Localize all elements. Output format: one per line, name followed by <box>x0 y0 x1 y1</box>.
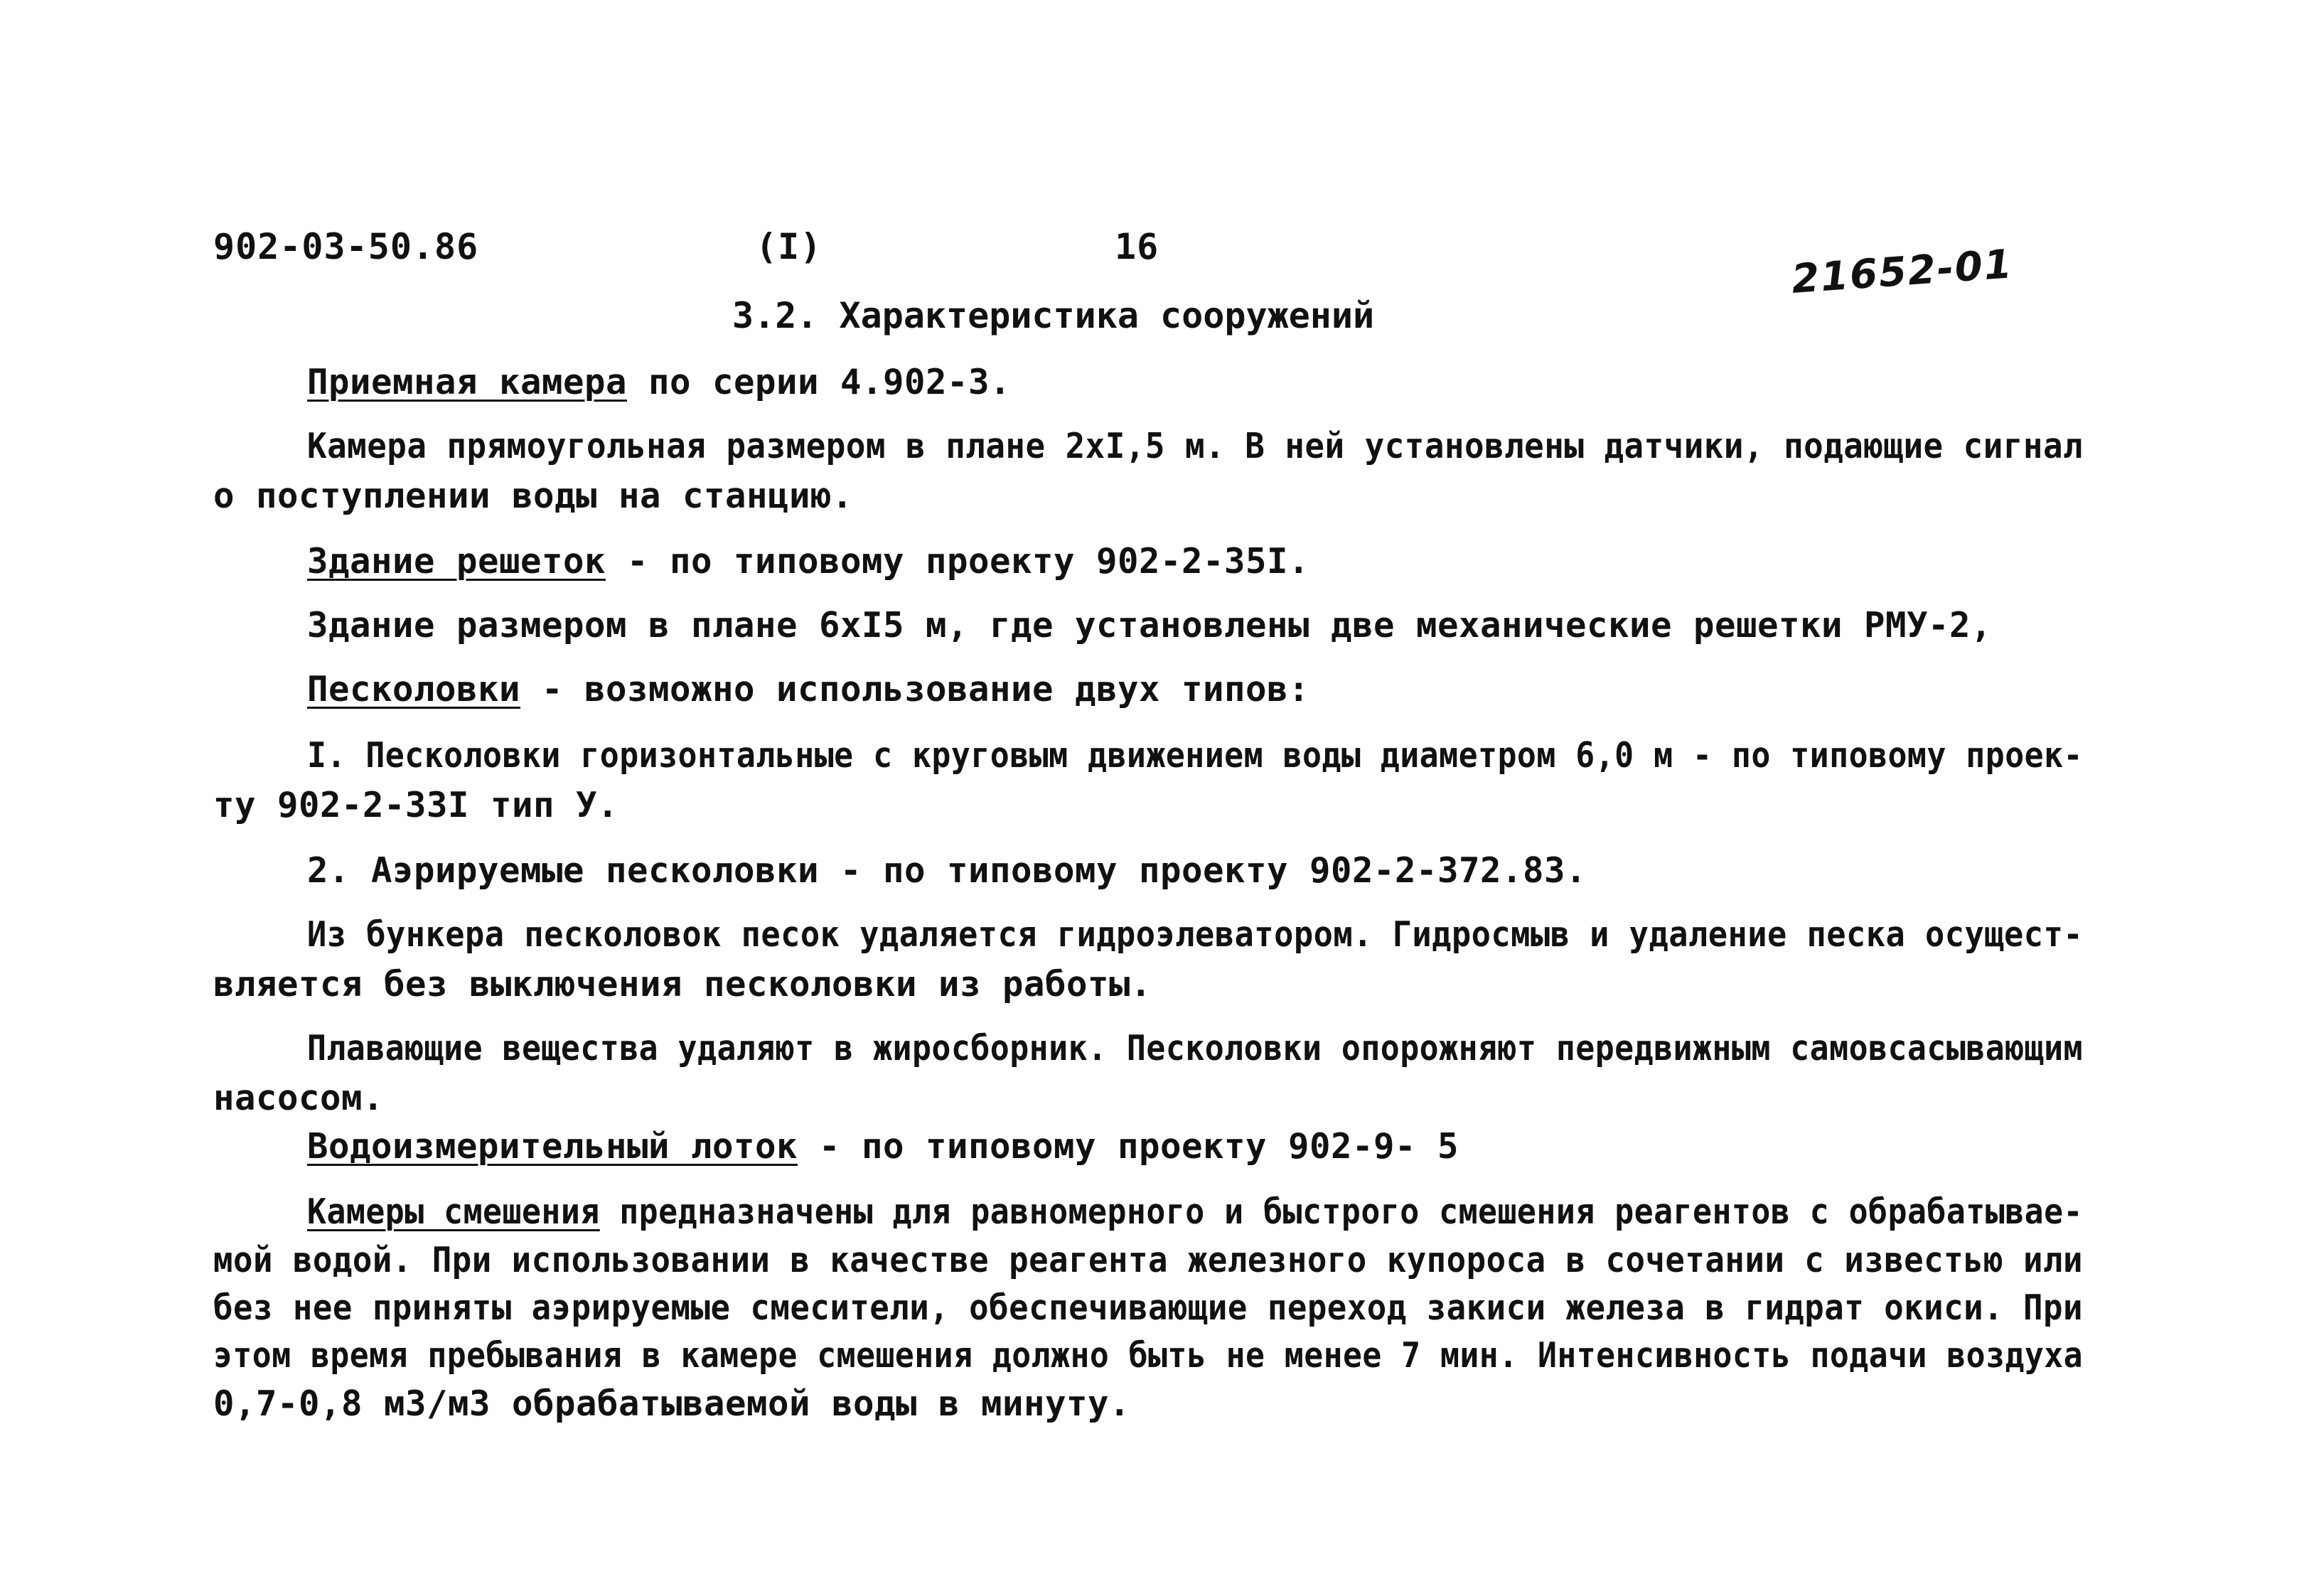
text-line: 0,7-0,8 м3/м3 обрабатываемой воды в минуту. <box>213 1383 1131 1424</box>
text-line: Плавающие вещества удаляют в жиросборник. Песколовки опорожняют передвижным самовсасывающим <box>307 1028 2083 1069</box>
text-line: вляется без выключения песколовки из работы. <box>213 964 1152 1005</box>
term-flow-meter: Водоизмерительный лоток <box>307 1126 798 1167</box>
text-line: 2. Аэрируемые песколовки - по типовому проекту 902-2-372.83. <box>307 850 1587 891</box>
inventory-stamp: 21652-01 <box>1790 241 2015 303</box>
document-code: 902-03-50.86 <box>213 226 479 267</box>
paragraph-flow-meter: Водоизмерительный лоток - по типовому проекту 902-9- 5 <box>307 1126 1459 1167</box>
paragraph-sand-traps: Песколовки - возможно использование двух типов: <box>307 669 1310 709</box>
term-screen-building: Здание решеток <box>307 541 606 582</box>
term-receiving-chamber: Приемная камера <box>307 362 628 402</box>
text-line: этом время пребывания в камере смешения должно быть не менее 7 мин. Интенсивность подачи воздуха <box>213 1335 2084 1376</box>
paragraph-mixing-chambers: Камеры смешения предназначены для равномерного и быстрого смешения реагентов с обрабатывае- <box>307 1191 2084 1232</box>
text-line: Из бункера песколовок песок удаляется гидроэлеватором. Гидросмыв и удаление песка осущест- <box>307 914 2084 955</box>
text-line: I. Песколовки горизонтальные с круговым движением воды диаметром 6,0 м - по типовому проек- <box>307 735 2083 776</box>
paragraph-receiving-chamber: Приемная камера по серии 4.902-3. <box>307 362 1012 402</box>
text-line: Камера прямоугольная размером в плане 2хI,5 м. В ней установлены датчики, подающие сигнал <box>307 426 2084 466</box>
page-number: 16 <box>1115 226 1159 267</box>
text-line: мой водой. При использовании в качестве реагента железного купороса в сочетании с известью или <box>213 1240 2083 1280</box>
term-sand-traps: Песколовки <box>307 669 521 709</box>
text-line: ту 902-2-33I тип У. <box>213 785 619 825</box>
text-line: без нее приняты аэрируемые смесители, обеспечивающие переход закиси железа в гидрат окиси. При <box>213 1287 2083 1328</box>
term-mixing-chambers: Камеры смешения <box>307 1191 600 1232</box>
section-title: 3.2. Характеристика сооружений <box>732 295 1375 336</box>
part-number: (I) <box>756 226 823 267</box>
text-line: о поступлении воды на станцию. <box>213 476 854 516</box>
text-line: насосом. <box>213 1078 385 1118</box>
paragraph-screen-building: Здание решеток - по типовому проекту 902-2-35I. <box>307 541 1310 582</box>
text-line: Здание размером в плане 6хI5 м, где установлены две механические решетки РМУ-2, <box>307 605 1993 646</box>
